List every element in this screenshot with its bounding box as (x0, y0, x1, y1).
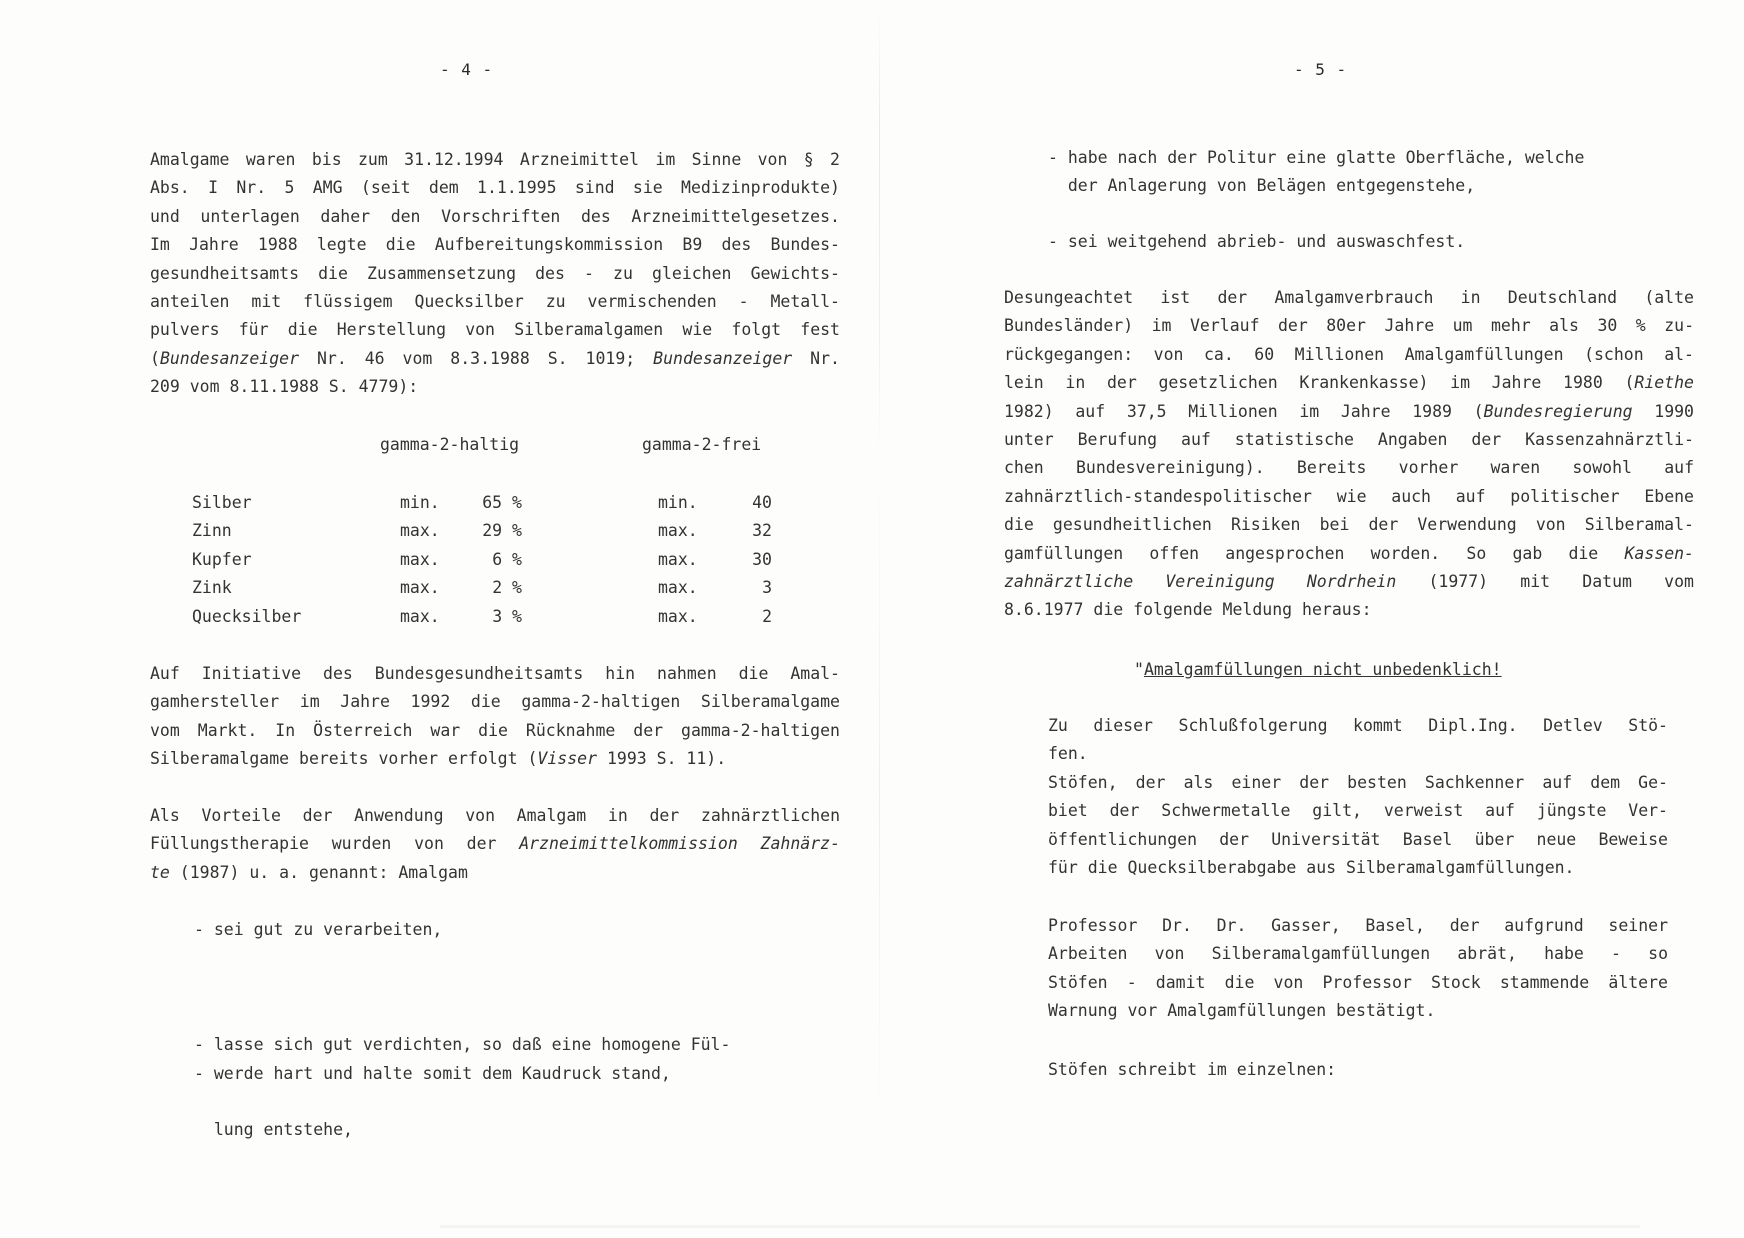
table-cell: Zink (192, 578, 232, 597)
table-cell: min. (400, 493, 440, 512)
text-line: Stöfen - damit die von Professor Stock stammende ältere (1048, 972, 1668, 992)
table-row (192, 550, 772, 578)
table-cell: 2 (762, 607, 772, 626)
text-line: te (1987) u. a. genannt: Amalgam (150, 862, 468, 882)
right-page (880, 0, 1744, 1238)
text-line: gamfüllungen offen angesprochen worden. So gab die Kassen- (1004, 543, 1694, 563)
text-line: pulvers für die Herstellung von Silberamalgamen wie folgt fest (150, 320, 840, 340)
quote-paragraph (1048, 1056, 1336, 1084)
table-cell: max. (400, 607, 440, 626)
table-cell: 3 % (492, 607, 522, 626)
paragraph-gamma2-withdrawal (150, 660, 840, 774)
citation: Visser (537, 749, 598, 769)
text-line: Zu dieser Schlußfolgerung kommt Dipl.Ing. Detlev Stö- (1048, 716, 1668, 735)
table-cell: 2 % (492, 578, 522, 597)
quote-paragraph (1048, 912, 1668, 1026)
text-line: Desungeachtet ist der Amalgamverbrauch in Deutschland (alte (1004, 288, 1694, 307)
citation: te (150, 862, 170, 882)
text-line: rückgegangen: von ca. 60 Millionen Amalgamfüllungen (schon al- (1004, 344, 1694, 364)
text-line: (Bundesanzeiger Nr. 46 vom 8.3.1988 S. 1019; Bundesanzeiger Nr. (150, 348, 840, 368)
text-line: Arbeiten von Silberamalgamfüllungen abrät, habe - so (1048, 944, 1668, 964)
text-line: Stöfen, der als einer der besten Sachkenner auf dem Ge- (1048, 772, 1668, 792)
page-number: - 5 - (1294, 60, 1348, 79)
text-line: lein in der gesetzlichen Krankenkasse) im Jahre 1980 (Riethe (1004, 373, 1694, 393)
table-cell: 30 (752, 550, 772, 569)
text-line: 209 vom 8.11.1988 S. 4779): (150, 377, 419, 397)
citation: Kassen- (1624, 543, 1694, 563)
table-cell: max. (400, 578, 440, 597)
table-cell: 40 (752, 493, 772, 512)
text-line: Füllungstherapie wurden von der Arzneimittelkommission Zahnärz- (150, 834, 840, 854)
table-header: gamma-2-frei (642, 435, 762, 454)
table-cell: max. (400, 521, 440, 540)
table-row (192, 521, 772, 549)
list-item: - sei weitgehend abrieb- und auswaschfest. (1048, 232, 1466, 251)
text-line: zahnärztlich-standespolitischer wie auch auf politischer Ebene (1004, 486, 1694, 506)
table-cell: max. (658, 550, 698, 569)
paragraph-consumption-decline (1004, 284, 1694, 625)
text-line: fen. (1048, 744, 1088, 764)
text-line: chen Bundesvereinigung). Bereits vorher waren sowohl auf (1004, 458, 1694, 478)
text-line: Als Vorteile der Anwendung von Amalgam in der zahnärztlichen (150, 806, 840, 825)
quote-title-text: Amalgamfüllungen nicht unbedenklich! (1143, 660, 1502, 679)
list-item: - sei gut zu verarbeiten, (194, 920, 443, 939)
text-line: öffentlichungen der Universität Basel über neue Beweise (1048, 829, 1668, 849)
list-item: - habe nach der Politur eine glatte Oberfläche, welche der Anlagerung von Belägen entgegenstehe, (1048, 148, 1585, 196)
text-line: gesundheitsamts die Zusammensetzung des - zu gleichen Gewichts- (150, 263, 840, 283)
page-number: - 4 - (440, 60, 494, 79)
text-line: Stöfen schreibt im einzelnen: (1048, 1060, 1337, 1079)
table-cell: 3 (762, 578, 772, 597)
table-row (192, 607, 772, 635)
quote-title: "Amalgamfüllungen nicht unbedenklich! (1134, 660, 1502, 679)
table-cell: Quecksilber (192, 607, 302, 626)
table-cell: Silber (192, 493, 252, 512)
citation: Arzneimittelkommission Zahnärz- (519, 834, 840, 854)
table-row (192, 493, 772, 521)
table-cell: min. (658, 493, 698, 512)
text-line: 1982) auf 37,5 Millionen im Jahre 1989 (Bundesregierung 1990 (1004, 401, 1694, 421)
text-line: biet der Schwermetalle gilt, verweist auf jüngste Ver- (1048, 801, 1668, 821)
text-line: Bundesländer) im Verlauf der 80er Jahre um mehr als 30 % zu- (1004, 316, 1694, 336)
paragraph-advantages (150, 802, 840, 887)
table-cell: 6 % (492, 550, 522, 569)
citation: Bundesregierung (1483, 401, 1633, 421)
text-line: zahnärztliche Vereinigung Nordrhein (1977) mit Datum vom (1004, 572, 1694, 592)
text-line: Warnung vor Amalgamfüllungen bestätigt. (1048, 1001, 1436, 1021)
table-header: gamma-2-haltig (380, 435, 520, 454)
text-line: Auf Initiative des Bundesgesundheitsamts hin nahmen die Amal- (150, 664, 840, 683)
table-cell: 29 % (482, 521, 522, 540)
text-line: für die Quecksilberabgabe aus Silberamalgamfüllungen. (1048, 858, 1575, 878)
table-cell: max. (658, 578, 698, 597)
text-line: Im Jahre 1988 legte die Aufbereitungskommission B9 des Bundes- (150, 235, 840, 255)
table-cell: Zinn (192, 521, 232, 540)
table-row (192, 578, 772, 606)
text-line: Professor Dr. Dr. Gasser, Basel, der aufgrund seiner (1048, 916, 1668, 935)
table-cell: max. (658, 521, 698, 540)
table-cell: 32 (752, 521, 772, 540)
table-cell: 65 % (482, 493, 522, 512)
text-line: Silberamalgame bereits vorher erfolgt (Visser 1993 S. 11). (150, 749, 727, 769)
paragraph-amalgam-regulation (150, 146, 840, 402)
citation: Bundesanzeiger (653, 348, 793, 368)
citation: Riethe (1634, 373, 1694, 393)
text-line: gamhersteller im Jahre 1992 die gamma-2-haltigen Silberamalgame (150, 692, 840, 712)
text-line: Abs. I Nr. 5 AMG (seit dem 1.1.1995 sind sie Medizinprodukte) (150, 178, 840, 198)
text-line: Amalgame waren bis zum 31.12.1994 Arzneimittel im Sinne von § 2 (150, 150, 840, 169)
text-line: die gesundheitlichen Risiken bei der Verwendung von Silberamal- (1004, 515, 1694, 535)
text-line: 8.6.1977 die folgende Meldung heraus: (1004, 600, 1372, 620)
citation: Bundesanzeiger (159, 348, 300, 368)
citation: zahnärztliche Vereinigung Nordrhein (1004, 572, 1397, 592)
table-cell: max. (400, 550, 440, 569)
list-item: - lasse sich gut verdichten, so daß eine homogene Fül- lung entstehe, (194, 1034, 731, 1140)
text-line: vom Markt. In Österreich war die Rücknahme der gamma-2-haltigen (150, 720, 840, 740)
text-line: anteilen mit flüssigem Quecksilber zu vermischenden - Metall- (150, 292, 840, 312)
text-line: unter Berufung auf statistische Angaben der Kassenzahnärztli- (1004, 430, 1694, 450)
table-cell: Kupfer (192, 550, 252, 569)
table-cell: max. (658, 607, 698, 626)
list-item: - werde hart und halte somit dem Kaudruck stand, (194, 1064, 671, 1083)
text-line: und unterlagen daher den Vorschriften des Arzneimittelgesetzes. (150, 206, 840, 226)
quote-paragraph (1048, 712, 1668, 882)
